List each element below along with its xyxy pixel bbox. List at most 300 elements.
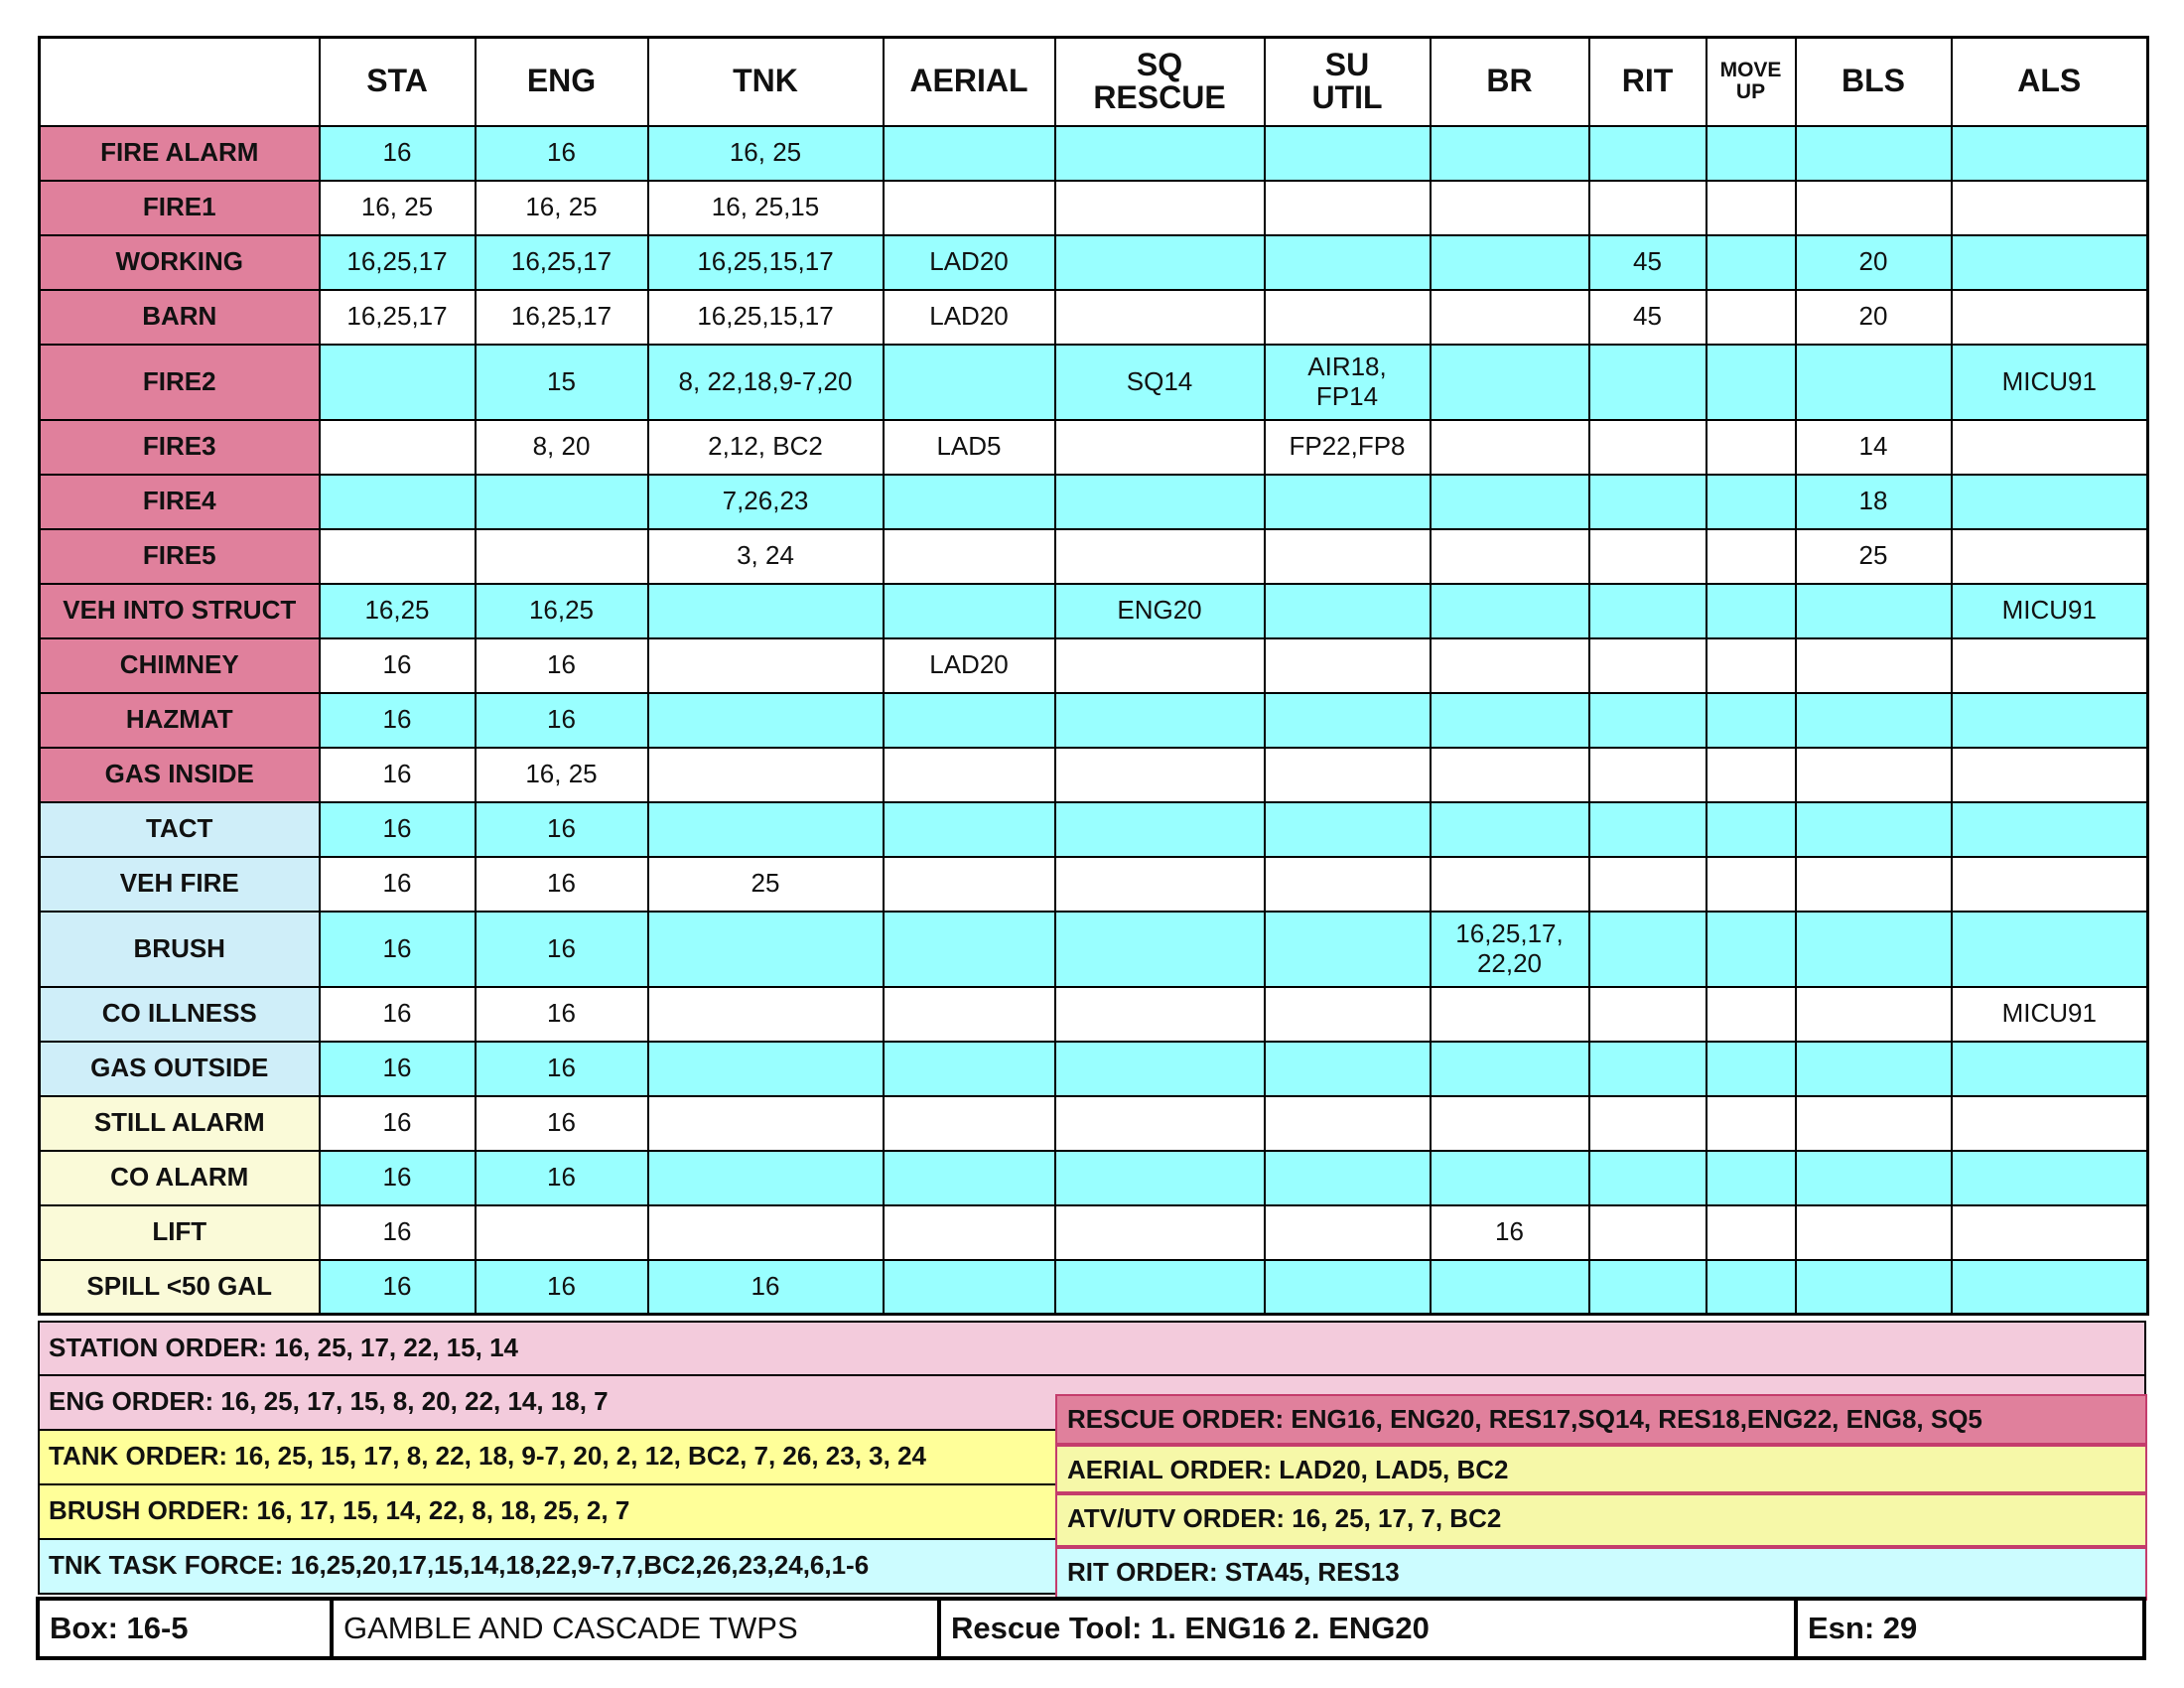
table-cell <box>1055 1096 1265 1151</box>
table-cell <box>1431 420 1589 475</box>
table-cell: 25 <box>1796 529 1952 584</box>
table-cell: 16,25 <box>320 584 476 638</box>
table-cell <box>1265 987 1431 1042</box>
table-cell: SQ14 <box>1055 345 1265 420</box>
row-label: GAS INSIDE <box>40 748 320 802</box>
table-cell <box>1589 529 1706 584</box>
row-label: VEH INTO STRUCT <box>40 584 320 638</box>
table-cell <box>884 693 1055 748</box>
table-cell <box>884 529 1055 584</box>
atv-utv-order: ATV/UTV ORDER: 16, 25, 17, 7, BC2 <box>1055 1493 2147 1547</box>
table-cell: AIR18, FP14 <box>1265 345 1431 420</box>
table-cell: 2,12, BC2 <box>648 420 884 475</box>
table-row <box>40 475 2148 529</box>
table-cell <box>648 693 884 748</box>
table-cell <box>1055 290 1265 345</box>
table-cell <box>1265 290 1431 345</box>
table-row <box>40 987 2148 1042</box>
table-cell <box>884 1260 1055 1315</box>
table-cell: 16 <box>320 126 476 181</box>
table-cell: 16,25,15,17 <box>648 235 884 290</box>
row-label: VEH FIRE <box>40 857 320 912</box>
row-label: CO ILLNESS <box>40 987 320 1042</box>
table-cell <box>1265 1260 1431 1315</box>
row-label: BRUSH <box>40 912 320 987</box>
table-cell <box>1431 987 1589 1042</box>
table-cell <box>1055 987 1265 1042</box>
table-cell <box>1589 987 1706 1042</box>
table-cell <box>1952 126 2148 181</box>
table-cell <box>1796 802 1952 857</box>
dispatch-grid <box>38 36 2149 1316</box>
table-cell <box>1589 420 1706 475</box>
table-cell <box>1055 857 1265 912</box>
table-row <box>40 748 2148 802</box>
table-cell: 8, 22,18,9-7,20 <box>648 345 884 420</box>
table-cell <box>648 1042 884 1096</box>
table-cell <box>1706 1260 1796 1315</box>
table-cell <box>476 1205 648 1260</box>
row-label: FIRE1 <box>40 181 320 235</box>
table-row <box>40 290 2148 345</box>
column-header: STA <box>320 38 476 126</box>
table-cell: 16, 25 <box>476 181 648 235</box>
table-cell <box>1431 345 1589 420</box>
esn-number: Esn: 29 <box>1794 1601 2142 1656</box>
table-cell <box>1952 1042 2148 1096</box>
table-cell <box>1706 290 1796 345</box>
table-cell <box>1055 126 1265 181</box>
table-cell <box>884 1096 1055 1151</box>
table-cell: ENG20 <box>1055 584 1265 638</box>
table-cell <box>1055 912 1265 987</box>
table-cell <box>320 529 476 584</box>
table-cell <box>1589 1151 1706 1205</box>
table-cell <box>1589 802 1706 857</box>
table-cell <box>1706 638 1796 693</box>
table-cell: 16 <box>320 802 476 857</box>
corner-cell <box>40 38 320 126</box>
table-cell <box>1589 181 1706 235</box>
table-cell: 16 <box>648 1260 884 1315</box>
table-cell <box>476 529 648 584</box>
table-cell <box>1431 529 1589 584</box>
row-label: BARN <box>40 290 320 345</box>
table-cell <box>1265 1151 1431 1205</box>
table-cell <box>1055 802 1265 857</box>
table-cell <box>1706 475 1796 529</box>
table-cell <box>1706 181 1796 235</box>
table-cell <box>1265 126 1431 181</box>
table-cell <box>884 857 1055 912</box>
row-label: STILL ALARM <box>40 1096 320 1151</box>
table-cell <box>1706 912 1796 987</box>
table-cell: 20 <box>1796 235 1952 290</box>
table-cell <box>1589 1096 1706 1151</box>
table-cell <box>1796 693 1952 748</box>
table-cell <box>1589 748 1706 802</box>
table-cell <box>1952 693 2148 748</box>
table-row <box>40 1042 2148 1096</box>
table-cell <box>1431 290 1589 345</box>
table-cell <box>1055 181 1265 235</box>
table-cell: 16,25,17 <box>320 235 476 290</box>
table-cell: 16 <box>476 857 648 912</box>
table-cell: LAD5 <box>884 420 1055 475</box>
table-cell <box>1265 857 1431 912</box>
column-header: SU UTIL <box>1265 38 1431 126</box>
table-cell <box>1055 1260 1265 1315</box>
table-cell <box>1589 638 1706 693</box>
table-cell <box>1431 584 1589 638</box>
table-cell <box>1952 912 2148 987</box>
table-cell: 16 <box>320 912 476 987</box>
table-row <box>40 584 2148 638</box>
table-row <box>40 912 2148 987</box>
table-cell: LAD20 <box>884 235 1055 290</box>
row-label: LIFT <box>40 1205 320 1260</box>
table-cell: 18 <box>1796 475 1952 529</box>
aerial-order: AERIAL ORDER: LAD20, LAD5, BC2 <box>1055 1445 2147 1493</box>
table-cell: 15 <box>476 345 648 420</box>
table-cell: 16 <box>320 1151 476 1205</box>
table-cell: 7,26,23 <box>648 475 884 529</box>
table-cell <box>884 1205 1055 1260</box>
table-cell <box>884 584 1055 638</box>
table-row <box>40 529 2148 584</box>
table-cell: 16,25,15,17 <box>648 290 884 345</box>
table-cell <box>1431 1096 1589 1151</box>
table-cell: 16 <box>476 1096 648 1151</box>
table-cell <box>884 912 1055 987</box>
table-cell: 16 <box>476 126 648 181</box>
column-header: TNK <box>648 38 884 126</box>
table-cell <box>1952 290 2148 345</box>
table-cell <box>1055 693 1265 748</box>
table-cell <box>884 987 1055 1042</box>
table-cell <box>1952 181 2148 235</box>
table-cell <box>1589 693 1706 748</box>
table-cell <box>1589 475 1706 529</box>
table-cell: 16, 25,15 <box>648 181 884 235</box>
rescue-tool: Rescue Tool: 1. ENG16 2. ENG20 <box>937 1601 1794 1656</box>
table-cell <box>1589 1042 1706 1096</box>
table-cell <box>1796 748 1952 802</box>
table-cell <box>1796 1042 1952 1096</box>
table-cell <box>1952 235 2148 290</box>
table-cell: 16 <box>476 987 648 1042</box>
table-cell <box>1952 1096 2148 1151</box>
table-cell <box>1589 126 1706 181</box>
table-cell: 16 <box>320 987 476 1042</box>
table-cell: LAD20 <box>884 638 1055 693</box>
table-cell: 16,25 <box>476 584 648 638</box>
table-cell <box>1952 475 2148 529</box>
table-cell: 16 <box>320 638 476 693</box>
table-cell: 16 <box>320 748 476 802</box>
table-cell <box>884 126 1055 181</box>
table-cell: 16,25,17, 22,20 <box>1431 912 1589 987</box>
table-cell <box>648 912 884 987</box>
footer-bar <box>36 1597 2146 1660</box>
table-cell <box>1796 638 1952 693</box>
table-cell <box>1265 475 1431 529</box>
table-row <box>40 693 2148 748</box>
table-cell: 45 <box>1589 290 1706 345</box>
table-row <box>40 638 2148 693</box>
table-cell <box>1706 748 1796 802</box>
table-cell <box>1706 987 1796 1042</box>
table-row <box>40 420 2148 475</box>
row-label: GAS OUTSIDE <box>40 1042 320 1096</box>
table-cell <box>648 748 884 802</box>
table-cell <box>648 1205 884 1260</box>
table-cell <box>648 638 884 693</box>
table-cell <box>1952 1205 2148 1260</box>
table-cell <box>1589 857 1706 912</box>
table-row <box>40 1096 2148 1151</box>
table-cell <box>1706 420 1796 475</box>
table-cell: 16,25,17 <box>320 290 476 345</box>
column-header: ENG <box>476 38 648 126</box>
station-order: STATION ORDER: 16, 25, 17, 22, 15, 14 <box>38 1321 2146 1376</box>
table-cell <box>1055 529 1265 584</box>
table-cell <box>1706 1151 1796 1205</box>
table-cell <box>884 1151 1055 1205</box>
row-label: HAZMAT <box>40 693 320 748</box>
row-label: CHIMNEY <box>40 638 320 693</box>
table-cell <box>1431 181 1589 235</box>
table-cell <box>1706 1205 1796 1260</box>
table-cell <box>1589 1205 1706 1260</box>
table-cell: 14 <box>1796 420 1952 475</box>
table-row <box>40 857 2148 912</box>
table-cell <box>1589 912 1706 987</box>
table-cell <box>1706 584 1796 638</box>
table-cell <box>1055 1205 1265 1260</box>
table-cell: MICU91 <box>1952 584 2148 638</box>
table-cell: 16 <box>476 1260 648 1315</box>
table-cell <box>1706 802 1796 857</box>
table-cell: 16 <box>320 1096 476 1151</box>
table-cell: 16 <box>320 693 476 748</box>
table-cell <box>1952 420 2148 475</box>
column-header: BR <box>1431 38 1589 126</box>
row-label: CO ALARM <box>40 1151 320 1205</box>
table-cell <box>1952 529 2148 584</box>
row-label: FIRE2 <box>40 345 320 420</box>
table-cell <box>1265 1096 1431 1151</box>
table-cell <box>1431 693 1589 748</box>
table-cell <box>1589 345 1706 420</box>
table-cell <box>1952 802 2148 857</box>
table-cell: 16, 25 <box>648 126 884 181</box>
table-cell <box>1796 912 1952 987</box>
table-cell <box>884 345 1055 420</box>
table-cell <box>1706 126 1796 181</box>
table-cell <box>1055 748 1265 802</box>
header-row <box>40 38 2148 126</box>
table-cell <box>1265 1205 1431 1260</box>
rit-order: RIT ORDER: STA45, RES13 <box>1055 1547 2147 1601</box>
table-cell <box>884 748 1055 802</box>
table-cell <box>1431 1042 1589 1096</box>
table-cell: 16,25,17 <box>476 290 648 345</box>
table-cell <box>1796 987 1952 1042</box>
table-row <box>40 1205 2148 1260</box>
table-cell <box>884 475 1055 529</box>
table-cell <box>1706 235 1796 290</box>
table-cell <box>1265 181 1431 235</box>
table-cell <box>1796 126 1952 181</box>
table-cell <box>1265 693 1431 748</box>
table-cell <box>1706 693 1796 748</box>
table-cell <box>1265 235 1431 290</box>
table-cell: 16 <box>320 1042 476 1096</box>
table-cell: 16, 25 <box>476 748 648 802</box>
table-cell <box>648 1151 884 1205</box>
table-cell <box>476 475 648 529</box>
table-cell: 16 <box>476 1151 648 1205</box>
table-cell <box>1796 181 1952 235</box>
table-cell <box>1055 1042 1265 1096</box>
table-cell <box>1431 1151 1589 1205</box>
table-cell: 16 <box>320 1205 476 1260</box>
table-cell: MICU91 <box>1952 987 2148 1042</box>
table-cell <box>1706 345 1796 420</box>
table-cell <box>884 1042 1055 1096</box>
table-cell <box>1431 638 1589 693</box>
area-name: GAMBLE AND CASCADE TWPS <box>330 1601 937 1656</box>
table-cell <box>1265 638 1431 693</box>
table-cell <box>1431 802 1589 857</box>
table-cell <box>1265 912 1431 987</box>
column-header: RIT <box>1589 38 1706 126</box>
column-header: BLS <box>1796 38 1952 126</box>
table-cell: 16,25,17 <box>476 235 648 290</box>
table-cell <box>1265 529 1431 584</box>
table-cell: 20 <box>1796 290 1952 345</box>
table-cell <box>1431 857 1589 912</box>
table-cell <box>648 1096 884 1151</box>
table-cell <box>1431 235 1589 290</box>
table-cell <box>1706 857 1796 912</box>
table-cell <box>320 345 476 420</box>
table-cell <box>1265 748 1431 802</box>
column-header: ALS <box>1952 38 2148 126</box>
table-cell: 3, 24 <box>648 529 884 584</box>
table-cell <box>1706 1096 1796 1151</box>
table-cell <box>1796 857 1952 912</box>
table-cell: 16, 25 <box>320 181 476 235</box>
rescue-order: RESCUE ORDER: ENG16, ENG20, RES17,SQ14, RES18,ENG22, ENG8, SQ5 <box>1055 1394 2147 1445</box>
eng-order: ENG ORDER: 16, 25, 17, 15, 8, 20, 22, 14, 18, 7 <box>38 1374 2146 1431</box>
row-label: WORKING <box>40 235 320 290</box>
table-cell <box>1706 1042 1796 1096</box>
table-cell <box>884 802 1055 857</box>
table-cell: FP22,FP8 <box>1265 420 1431 475</box>
table-cell: 16 <box>1431 1205 1589 1260</box>
row-label: FIRE ALARM <box>40 126 320 181</box>
row-label: SPILL <50 GAL <box>40 1260 320 1315</box>
table-cell <box>1589 584 1706 638</box>
table-cell <box>1706 529 1796 584</box>
table-cell: MICU91 <box>1952 345 2148 420</box>
table-cell <box>1055 235 1265 290</box>
box-number: Box: 16-5 <box>50 1611 189 1645</box>
table-cell <box>1952 1260 2148 1315</box>
table-cell <box>1952 857 2148 912</box>
column-header: SQ RESCUE <box>1055 38 1265 126</box>
table-cell <box>1055 420 1265 475</box>
table-row <box>40 802 2148 857</box>
table-cell <box>1796 1260 1952 1315</box>
table-row <box>40 235 2148 290</box>
table-cell <box>648 802 884 857</box>
table-cell <box>1589 1260 1706 1315</box>
table-cell <box>1952 638 2148 693</box>
table-cell <box>1265 1042 1431 1096</box>
row-label: FIRE5 <box>40 529 320 584</box>
table-cell <box>1952 1151 2148 1205</box>
table-cell <box>1431 1260 1589 1315</box>
table-row <box>40 126 2148 181</box>
table-cell <box>1952 748 2148 802</box>
table-cell <box>1265 802 1431 857</box>
table-cell: 8, 20 <box>476 420 648 475</box>
brush-order: BRUSH ORDER: 16, 17, 15, 14, 22, 8, 18, 25, 2, 7 <box>38 1483 2146 1540</box>
table-cell: LAD20 <box>884 290 1055 345</box>
tank-order: TANK ORDER: 16, 25, 15, 17, 8, 22, 18, 9-7, 20, 2, 12, BC2, 7, 26, 23, 3, 24 <box>38 1429 2146 1485</box>
row-label: TACT <box>40 802 320 857</box>
table-cell <box>1055 1151 1265 1205</box>
table-cell <box>1431 748 1589 802</box>
table-cell: 45 <box>1589 235 1706 290</box>
row-label: FIRE3 <box>40 420 320 475</box>
table-row <box>40 345 2148 420</box>
table-cell: 16 <box>476 1042 648 1096</box>
table-cell <box>1055 475 1265 529</box>
table-cell: 16 <box>476 912 648 987</box>
row-label: FIRE4 <box>40 475 320 529</box>
table-cell <box>1796 1096 1952 1151</box>
table-row <box>40 1260 2148 1315</box>
table-cell: 16 <box>476 638 648 693</box>
table-cell: 16 <box>320 857 476 912</box>
table-cell <box>1431 475 1589 529</box>
table-cell <box>1796 345 1952 420</box>
column-header: MOVE UP <box>1706 38 1796 126</box>
table-cell: 16 <box>476 802 648 857</box>
table-cell <box>884 181 1055 235</box>
table-cell: 16 <box>476 693 648 748</box>
table-cell <box>1796 1151 1952 1205</box>
table-cell: 25 <box>648 857 884 912</box>
table-row <box>40 181 2148 235</box>
table-cell <box>320 475 476 529</box>
table-cell <box>1265 584 1431 638</box>
table-cell <box>320 420 476 475</box>
table-cell <box>648 987 884 1042</box>
table-cell <box>1055 638 1265 693</box>
column-header: AERIAL <box>884 38 1055 126</box>
table-cell <box>1796 1205 1952 1260</box>
table-row <box>40 1151 2148 1205</box>
table-cell <box>1796 584 1952 638</box>
table-cell: 16 <box>320 1260 476 1315</box>
table-cell <box>1431 126 1589 181</box>
table-cell <box>648 584 884 638</box>
